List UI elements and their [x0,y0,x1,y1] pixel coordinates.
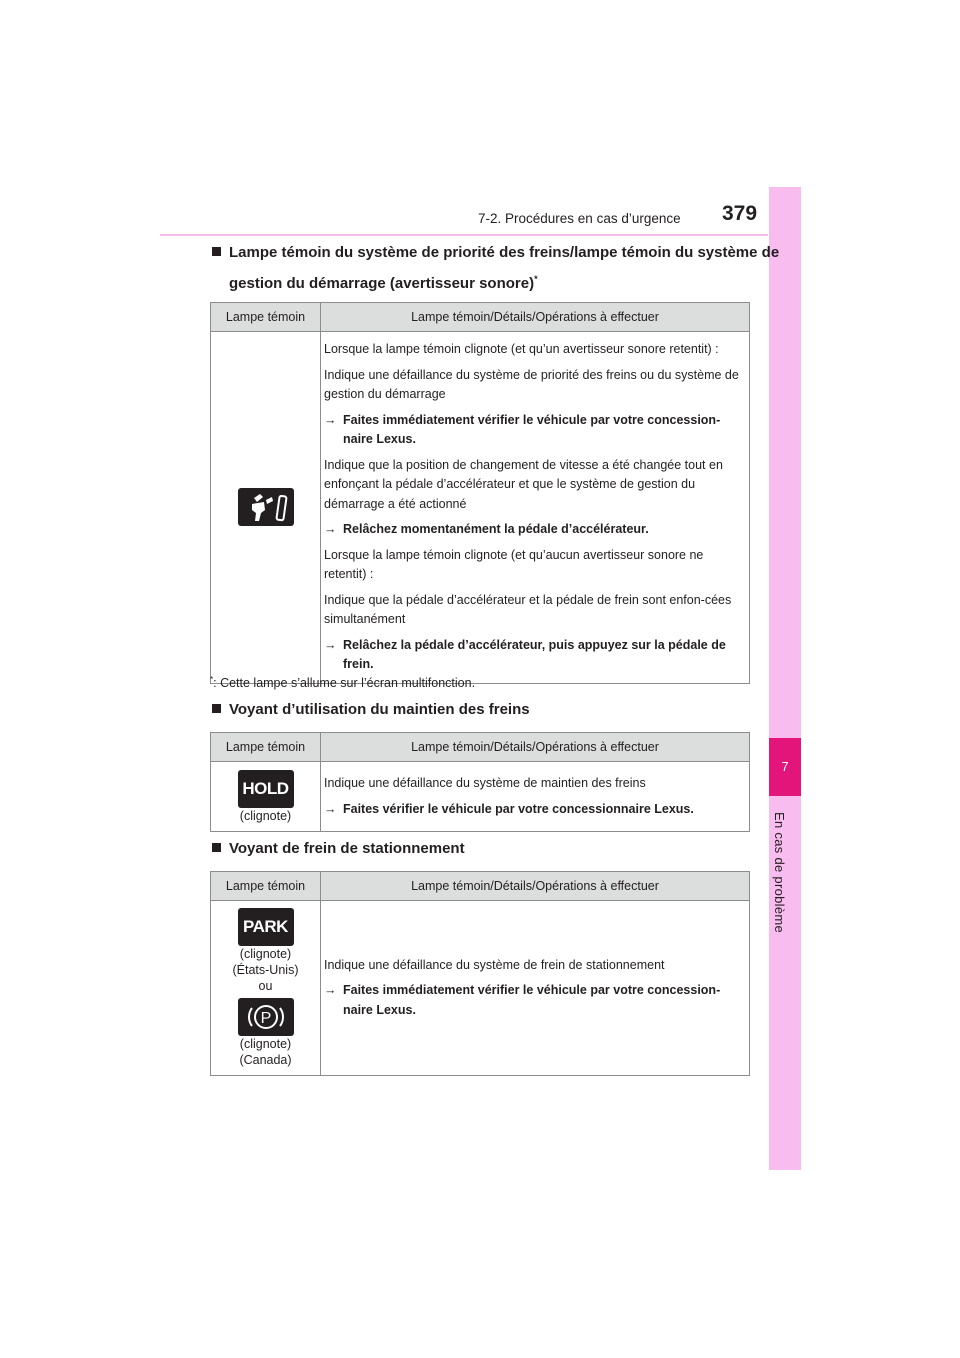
page-header [0,0,960,240]
warning-table-brake-hold [210,732,750,832]
col-header-lamp: Lampe témoin [211,872,321,901]
col-header-details: Lampe témoin/Détails/Opérations à effectuer [321,872,750,901]
arrow-right-icon: → [324,983,337,998]
arrow-right-icon: → [324,801,337,816]
section-heading-parking-brake: Voyant de frein de stationnement [212,836,465,862]
col-header-lamp: Lampe témoin [211,303,321,332]
brake-override-warning-icon [238,488,294,526]
col-header-lamp: Lampe témoin [211,733,321,762]
chapter-side-tab [769,187,801,1170]
arrow-right-icon: → [324,522,337,536]
page-number: 379 [722,202,758,225]
parking-brake-letter: P [260,1010,271,1027]
lamp-cell [211,332,321,684]
section-heading-brake-override: Lampe témoin du système de priorité des freins/lampe témoin du système de gestion du démarrage (avertisseur sonore)* [212,240,779,297]
section-title: 7-2. Procédures en cas d’urgence [478,211,681,226]
park-indicator-icon: PARK [238,908,294,946]
bullet-square-icon [212,704,221,713]
bullet-square-icon [212,247,221,256]
lamp-cell [211,762,321,832]
details-cell: Lorsque la lampe témoin clignote (et qu’un avertisseur sonore retentit) : Indique une défaillance du système de priorité des freins ou du système de gestion du démarrage → Faites immédiatement vérifier le véhicule par votre concession-naire Lexus. Indique que la position de changement de vitesse a été changée tout en enfonçant la pédale d’accélérateur et que le système de gestion du démarrage a été actionné → Relâchez momentanément la pédale d’accélérateur. Lorsque la lampe témoin clignote (et qu’aucun avertisseur sonore ne retentit) : Indique que la pédale d’accélérateur et la pédale de frein sont enfon-cées simultanément → Relâchez la pédale d’accélérateur, puis appuyez sur la pédale de frein. [321,332,750,684]
details-cell: Indique une défaillance du système de maintien des freins → Faites vérifier le véhicule par votre concessionnaire Lexus. [321,762,750,832]
arrow-right-icon: → [324,412,337,427]
section-heading-brake-hold: Voyant d’utilisation du maintien des freins [212,697,530,723]
warning-table-parking-brake [210,871,750,1076]
details-cell: Indique une défaillance du système de frein de stationnement → Faites immédiatement vérifier le véhicule par votre concession-naire Lexus. [321,901,750,1076]
hold-indicator-icon: HOLD [238,770,294,808]
icon-caption: (clignote) [239,808,292,823]
footnote: *: Cette lampe s’allume sur l’écran multifonction. [210,675,476,691]
chapter-title: En cas de problème [772,812,787,934]
parking-brake-p-icon [238,998,294,1036]
arrow-right-icon: → [324,637,337,652]
lamp-cell: PARK (clignote) (États-Unis) ou P (clignote) (Canada) [211,901,321,1076]
col-header-details: Lampe témoin/Détails/Opérations à effectuer [321,303,750,332]
col-header-details: Lampe témoin/Détails/Opérations à effectuer [321,733,750,762]
header-rule [160,234,768,236]
bullet-square-icon [212,843,221,852]
chapter-number: 7 [769,738,801,796]
warning-table-brake-override [210,302,750,684]
